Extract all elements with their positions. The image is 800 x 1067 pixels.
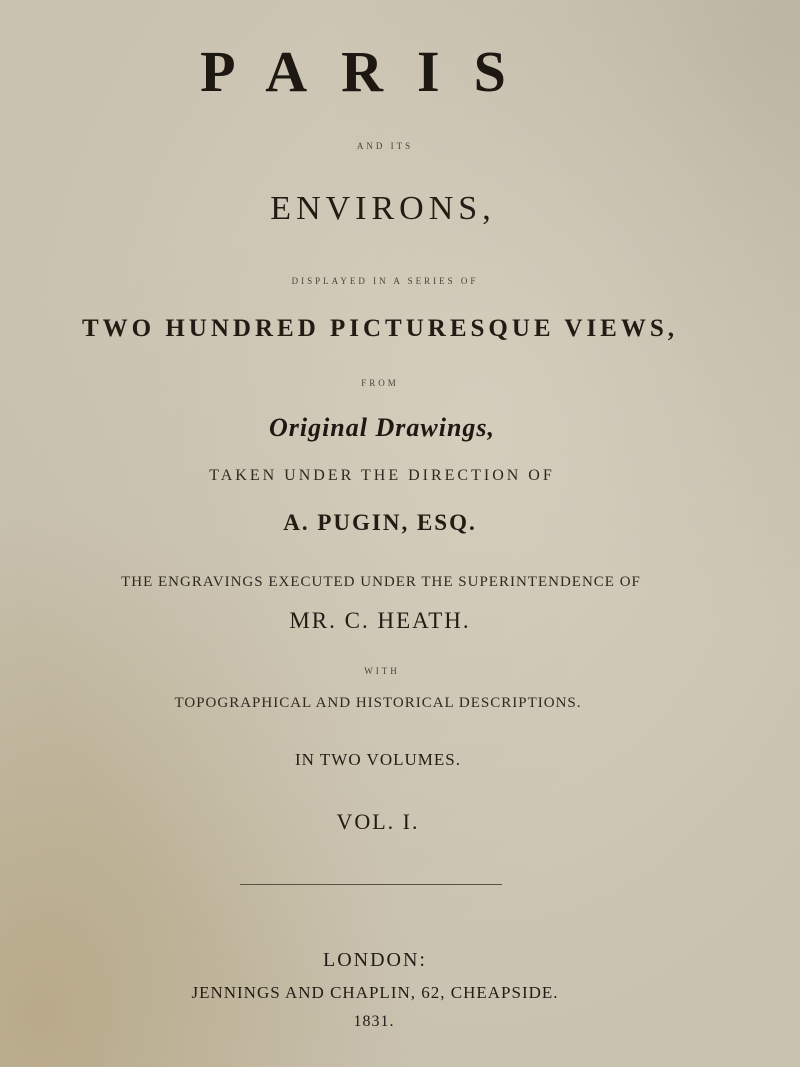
- imprint-year: 1831.: [353, 1013, 395, 1030]
- with-line: WITH: [364, 666, 400, 676]
- imprint-city: LONDON:: [323, 949, 427, 971]
- views-heading: TWO HUNDRED PICTURESQUE VIEWS,: [81, 315, 678, 342]
- from-line: FROM: [361, 378, 399, 388]
- author-name: A. PUGIN, ESQ.: [283, 510, 477, 535]
- environs-heading: ENVIRONS,: [270, 190, 496, 227]
- and-its-line: AND ITS: [356, 141, 414, 151]
- book-title: PARIS: [200, 39, 540, 104]
- volume-number: VOL. I.: [336, 809, 420, 834]
- divider-rule: [240, 884, 502, 885]
- volumes-line: IN TWO VOLUMES.: [295, 750, 461, 769]
- engraver-name: MR. C. HEATH.: [289, 608, 471, 633]
- imprint-publisher: JENNINGS AND CHAPLIN, 62, CHEAPSIDE.: [191, 983, 559, 1002]
- displayed-line: DISPLAYED IN A SERIES OF: [291, 276, 479, 286]
- taken-under-line: TAKEN UNDER THE DIRECTION OF: [209, 467, 555, 484]
- engravings-line: THE ENGRAVINGS EXECUTED UNDER THE SUPERINTENDENCE OF: [121, 574, 641, 590]
- descriptions-line: TOPOGRAPHICAL AND HISTORICAL DESCRIPTIONS.: [174, 695, 582, 711]
- original-drawings-heading: Original Drawings,: [268, 413, 496, 442]
